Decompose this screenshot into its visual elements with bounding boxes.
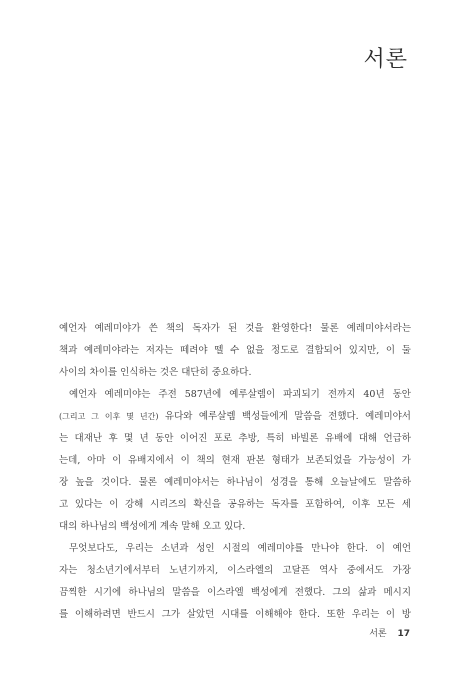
text-line: 무엇보다도, 우리는 소년과 성인 시절의 예레미야를 만나야 한다. 이 예언 <box>69 543 411 554</box>
body-text <box>59 318 411 626</box>
text-line: 장 높을 것이다. 물론 예레미야서는 하나님이 성경을 통해 오늘날에도 말씀하 <box>59 477 411 488</box>
text-line: 는데, 아마 이 유배지에서 이 책의 현재 판본 형태가 보존되었을 가능성이 가 <box>59 455 411 466</box>
text-line: 책과 예레미야라는 저자는 떼려야 뗄 수 없을 정도로 결합되어 있지만, 이 둘 <box>59 345 411 356</box>
text-line: 고 있다는 이 강해 시리즈의 확신을 공유하는 독자를 포함하여, 이후 모든 세 <box>59 499 411 510</box>
chapter-title: 서론 <box>363 47 408 72</box>
page-footer <box>369 626 410 639</box>
text-line: 예언자 예레미야는 주전 587년에 예루살렘이 파괴되기 전까지 40년 동안 <box>69 389 411 400</box>
text-line: 끔찍한 시기에 하나님의 말씀을 이스라엘 백성에게 전했다. 그의 삶과 메시지 <box>59 587 411 598</box>
text-line: 대의 하나님의 백성에게 계속 말해 오고 있다. <box>59 521 246 532</box>
text-line: 사이의 차이를 인식하는 것은 대단히 중요하다. <box>59 367 252 378</box>
running-head: 서론 <box>369 629 387 639</box>
text-line: 자는 청소년기에서부터 노년기까지, 이스라엘의 고달픈 역사 중에서도 가장 <box>59 565 411 576</box>
text-line: 는 대재난 후 몇 년 동안 이어진 포로 추방, 특히 바빌론 유배에 대해 언급하 <box>59 433 411 444</box>
parenthetical-note: (그리고 그 이후 몇 년간) <box>59 412 159 421</box>
text-line-with-parenthetical <box>59 406 411 428</box>
text-line: 예언자 예레미야가 쓴 책의 독자가 된 것을 환영한다! 물론 예레미야서라는 <box>59 323 411 334</box>
page-number: 17 <box>397 629 410 639</box>
text-line: 유다와 예루살렘 백성들에게 말씀을 전했다. 예레미야서 <box>164 411 411 422</box>
text-line: 를 이해하려면 반드시 그가 살았던 시대를 이해해야 한다. 또한 우리는 이 방 <box>59 609 411 620</box>
